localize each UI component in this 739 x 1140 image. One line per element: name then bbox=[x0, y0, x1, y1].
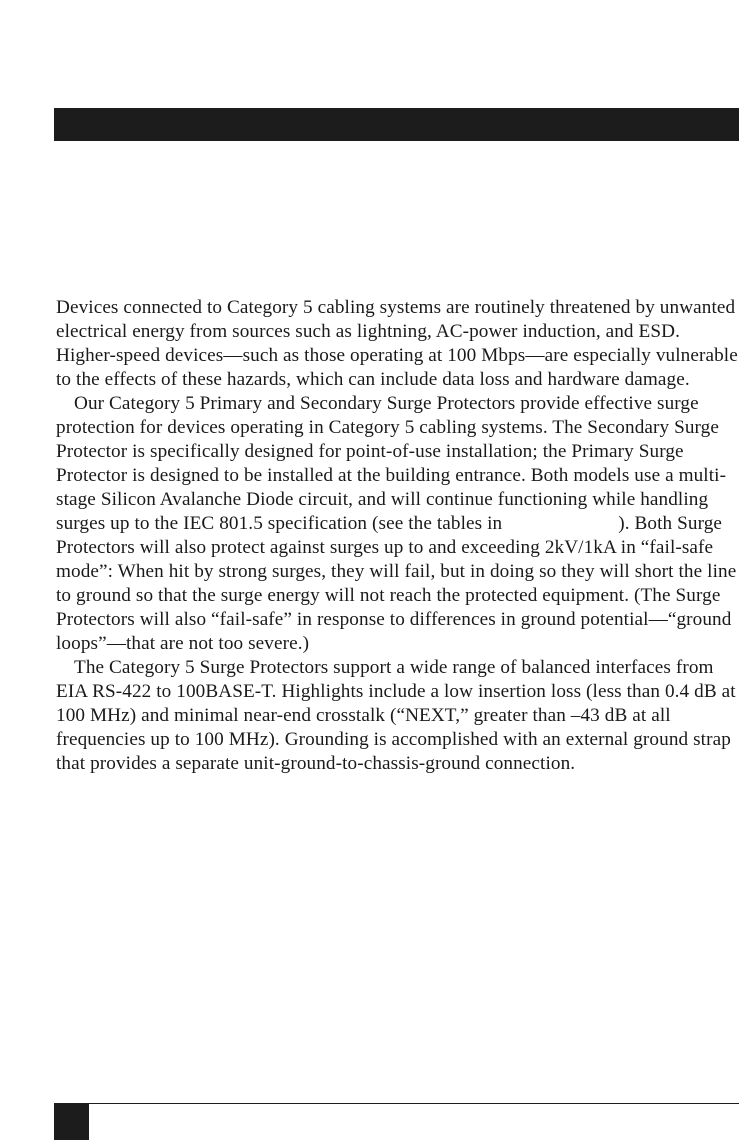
paragraph-surge-protection-start: Our Category 5 Primary and Secondary Surge Protectors provide effective surge protection for devices operating in Category 5 cabling systems. The Secondary Surge Protector is specifically designed for point-of-use installation; the Primary Surge Protector is designed to be installed at the building entrance. Both models use a multi-stage Silicon Avalanche Diode circuit, and will continue functioning while handling surges up to the IEC 801.5 specification (see the tables in bbox=[56, 393, 727, 534]
page-number-block bbox=[54, 1104, 89, 1140]
footer-rule bbox=[54, 1103, 739, 1104]
body-text bbox=[56, 296, 739, 776]
paragraph-interfaces: The Category 5 Surge Protectors support a wide range of balanced interfaces from EIA RS-422 to 100BASE-T. Highlights include a low insertion loss (less than 0.4 dB at 100 MHz) and minimal near-end crosstalk (“NEXT,” greater than –43 dB at all frequencies up to 100 MHz). Grounding is accomplished with an external ground strap that provides a separate unit-ground-to-chassis-ground connection. bbox=[56, 657, 736, 774]
paragraph-threats: Devices connected to Category 5 cabling systems are routinely threatened by unwanted electrical energy from sources such as lightning, AC-power induction, and ESD. Higher-speed devices—such as those operating at 100 Mbps—are especially vulnerable to the effects of these hazards, which can include data loss and hardware damage. bbox=[56, 297, 738, 390]
paragraph-surge-protection bbox=[56, 392, 739, 656]
paragraph-surge-protection-end: ). Both Surge Protectors will also protect against surges up to and exceeding 2kV/1kA in “fail-safe mode”: When hit by strong surges, they will fail, but in doing so they will short the line to ground so that the surge energy will not reach the protected equipment. (The Surge Protectors will also “fail-safe” in response to differences in ground potential—“ground loops”—that are not too severe.) bbox=[56, 513, 737, 654]
header-bar bbox=[54, 108, 739, 141]
